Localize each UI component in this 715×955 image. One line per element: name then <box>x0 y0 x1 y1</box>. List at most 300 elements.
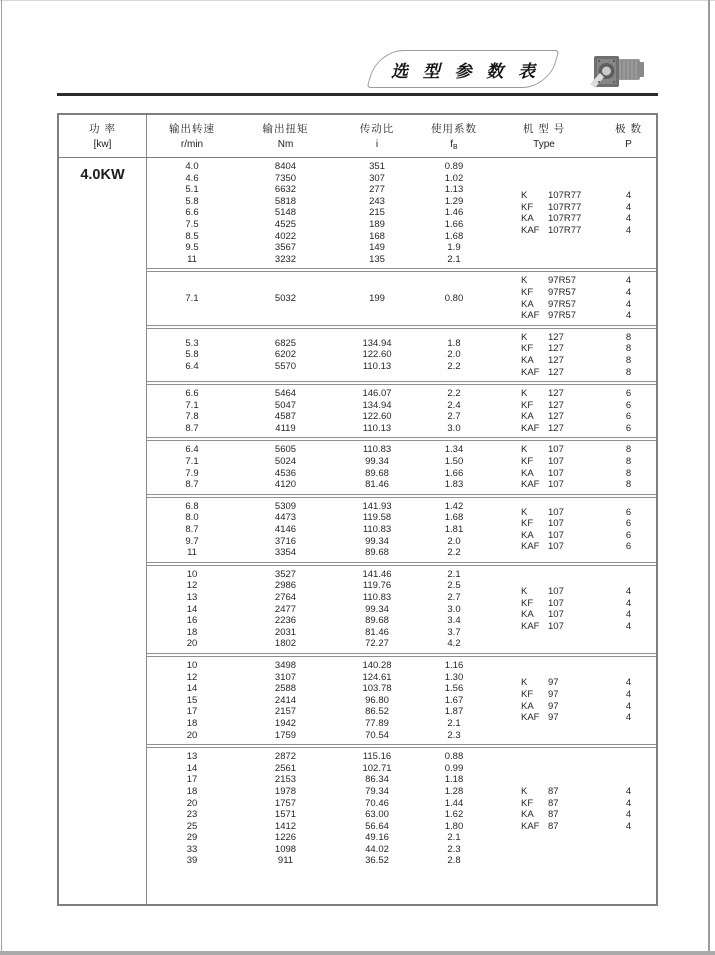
output-torque-value: 4146 <box>274 524 297 536</box>
output-torque-value: 1226 <box>274 832 297 844</box>
spec-block-2 <box>147 271 656 325</box>
output-torque-value: 2414 <box>274 694 297 706</box>
pole-count-value: 4 <box>625 275 632 287</box>
service-factor <box>420 444 488 490</box>
output-torque <box>237 388 334 434</box>
transmission-ratio-value: 122.60 <box>362 411 392 423</box>
output-torque-value: 2477 <box>274 603 297 615</box>
output-speed-value: 9.7 <box>185 535 199 547</box>
output-speed-value: 18 <box>186 785 198 797</box>
transmission-ratio-value: 122.60 <box>362 349 392 361</box>
output-torque-value: 1571 <box>274 809 297 821</box>
model-type: KA 107 <box>521 467 564 479</box>
transmission-ratio-value: 134.94 <box>362 399 392 411</box>
output-speed <box>147 660 237 741</box>
output-speed-value: 6.6 <box>185 207 199 219</box>
pole-count-value: 4 <box>625 809 632 821</box>
model-type: KA 127 <box>521 354 564 366</box>
output-torque-value: 2236 <box>274 615 297 627</box>
model-type: KA 107 <box>521 529 564 541</box>
model-type: KAF 97R57 <box>521 310 576 322</box>
power-value: 4.0KW <box>80 167 125 183</box>
output-speed-value: 7.9 <box>185 467 199 479</box>
transmission-ratio-value: 70.54 <box>365 729 389 741</box>
output-speed-value: 4.0 <box>185 161 199 172</box>
title-banner <box>372 50 554 88</box>
service-factor-value: 3.4 <box>447 615 461 627</box>
output-torque-value: 6825 <box>274 337 297 349</box>
service-factor-value: 0.89 <box>444 161 464 172</box>
transmission-ratio-value: 110.83 <box>362 524 392 536</box>
spec-block-5 <box>147 440 656 494</box>
output-speed-value: 7.1 <box>185 292 199 304</box>
pole-count-value: 8 <box>625 343 632 355</box>
output-speed-value: 17 <box>186 774 198 786</box>
service-factor-value: 1.62 <box>444 809 464 821</box>
transmission-ratio-value: 277 <box>369 184 385 196</box>
header-service-factor-zh: 使用系数 <box>431 123 477 135</box>
output-speed <box>147 293 237 305</box>
output-torque <box>237 161 334 265</box>
output-torque-value: 7350 <box>274 172 297 184</box>
model-type: KF 107R77 <box>521 201 582 213</box>
title-rule <box>57 93 658 96</box>
output-torque <box>237 751 334 867</box>
output-speed-value: 12 <box>186 580 198 592</box>
model-type: KA 97 <box>521 700 559 712</box>
transmission-ratio-value: 56.64 <box>365 820 389 832</box>
output-torque-value: 5047 <box>274 399 297 411</box>
pole-count <box>600 190 656 236</box>
service-factor-value: 1.30 <box>444 671 464 683</box>
output-torque-value: 1757 <box>274 797 297 809</box>
output-torque-value: 3527 <box>274 568 297 580</box>
model-type: KF 107 <box>521 518 564 530</box>
transmission-ratio-value: 86.34 <box>365 774 389 786</box>
transmission-ratio-value: 77.89 <box>365 717 389 729</box>
pole-count-value: 8 <box>625 479 632 491</box>
pole-count-value: 8 <box>625 444 632 456</box>
model-type: KAF 87 <box>521 820 559 832</box>
table-body <box>59 158 656 904</box>
service-factor <box>420 569 488 650</box>
output-torque-value: 4120 <box>274 479 297 491</box>
service-factor-value: 1.28 <box>444 785 464 797</box>
output-speed-value: 20 <box>186 638 198 650</box>
header-type-zh: 机 型 号 <box>522 123 566 135</box>
transmission-ratio-value: 110.83 <box>362 592 392 603</box>
header-ratio <box>334 115 420 157</box>
output-speed-value: 10 <box>186 659 198 671</box>
transmission-ratio <box>334 751 420 867</box>
transmission-ratio-value: 81.46 <box>365 479 389 491</box>
transmission-ratio-value: 115.16 <box>362 751 392 763</box>
output-speed-value: 6.4 <box>185 444 199 456</box>
output-speed-value: 39 <box>186 855 198 867</box>
output-torque-value: 4473 <box>274 512 297 524</box>
service-factor <box>420 293 488 305</box>
output-speed-value: 20 <box>186 729 198 741</box>
output-speed-value: 14 <box>186 683 198 695</box>
output-torque-value: 1098 <box>274 843 297 855</box>
pole-count <box>600 275 656 321</box>
model-type: KA 107 <box>521 609 564 621</box>
output-torque-value: 2157 <box>274 706 297 718</box>
model-types <box>488 332 600 378</box>
service-factor-value: 1.81 <box>444 524 464 536</box>
transmission-ratio <box>334 338 420 373</box>
output-speed-value: 7.8 <box>185 411 199 423</box>
output-speed-value: 5.8 <box>185 349 199 361</box>
service-factor-value: 1.46 <box>444 207 464 219</box>
transmission-ratio <box>334 569 420 650</box>
model-type: KF 97R57 <box>521 286 576 298</box>
pole-count <box>600 786 656 832</box>
output-speed-value: 7.1 <box>185 456 199 468</box>
model-type: KAF 127 <box>521 366 564 378</box>
transmission-ratio-value: 99.34 <box>365 603 389 615</box>
output-speed-value: 12 <box>186 671 198 683</box>
service-factor-value: 2.0 <box>447 349 461 361</box>
output-torque <box>237 501 334 559</box>
transmission-ratio-value: 99.34 <box>365 535 389 547</box>
model-type: KF 87 <box>521 797 559 809</box>
output-torque-value: 4525 <box>274 218 297 230</box>
model-types <box>488 586 600 632</box>
transmission-ratio-value: 124.61 <box>362 671 392 683</box>
output-speed-value: 13 <box>186 751 198 763</box>
output-torque-value: 2561 <box>274 762 297 774</box>
power-column <box>59 158 147 904</box>
model-types <box>488 677 600 723</box>
output-torque-value: 2764 <box>274 592 297 603</box>
output-torque-value: 2986 <box>274 580 297 592</box>
header-type-en: Type <box>533 139 555 150</box>
model-type: KA 127 <box>521 411 564 423</box>
transmission-ratio-value: 140.28 <box>362 659 392 671</box>
service-factor-value: 2.2 <box>447 547 461 559</box>
output-speed-value: 8.7 <box>185 524 199 536</box>
service-factor-value: 1.44 <box>444 797 464 809</box>
pole-count-value: 4 <box>625 700 632 712</box>
transmission-ratio-value: 86.52 <box>365 706 389 718</box>
output-torque-value: 3354 <box>274 547 297 559</box>
output-torque-value: 5024 <box>274 456 297 468</box>
pole-count-value: 4 <box>625 201 632 213</box>
output-speed <box>147 161 237 265</box>
model-type: K 127 <box>521 388 564 400</box>
service-factor-value: 1.34 <box>444 444 464 456</box>
output-speed-value: 8.7 <box>185 479 199 491</box>
model-type: KAF 127 <box>521 422 564 434</box>
service-factor-value: 1.42 <box>444 500 464 512</box>
page-edge-top <box>0 0 715 1</box>
pole-count <box>600 444 656 490</box>
pole-count-value: 4 <box>625 586 632 598</box>
pole-count-value: 8 <box>625 354 632 366</box>
header-poles <box>600 115 657 157</box>
page-edge-bottom <box>0 951 715 955</box>
output-speed-value: 17 <box>186 706 198 718</box>
service-factor-value: 1.29 <box>444 195 464 207</box>
model-type: KAF 107 <box>521 620 564 632</box>
output-speed-value: 15 <box>186 694 198 706</box>
pole-count-value: 4 <box>625 688 632 700</box>
transmission-ratio-value: 119.58 <box>362 512 392 524</box>
service-factor-value: 2.3 <box>447 729 461 741</box>
output-torque <box>237 293 334 305</box>
service-factor-value: 2.2 <box>447 388 461 400</box>
spec-block-9 <box>147 747 656 870</box>
transmission-ratio-value: 89.68 <box>365 467 389 479</box>
pole-count-value: 4 <box>625 189 632 201</box>
header-output-torque <box>237 115 334 157</box>
service-factor-value: 2.5 <box>447 580 461 592</box>
service-factor-value: 2.3 <box>447 843 461 855</box>
service-factor-value: 0.88 <box>444 751 464 763</box>
service-factor-value: 1.68 <box>444 230 464 242</box>
output-speed-value: 16 <box>186 615 198 627</box>
pole-count <box>600 507 656 553</box>
transmission-ratio-value: 149 <box>369 242 385 254</box>
header-output-speed <box>147 115 237 157</box>
service-factor <box>420 161 488 265</box>
service-factor-value: 1.87 <box>444 706 464 718</box>
header-ratio-zh: 传动比 <box>359 123 395 135</box>
transmission-ratio-value: 146.07 <box>362 388 392 400</box>
output-torque-value: 3716 <box>274 535 297 547</box>
output-torque <box>237 338 334 373</box>
selection-parameter-table <box>57 113 658 906</box>
header-service-factor-en: $f_B$ <box>450 139 458 151</box>
pole-count-value: 4 <box>625 597 632 609</box>
model-type: K 107 <box>521 586 564 598</box>
output-speed-value: 14 <box>186 603 198 615</box>
model-type: K 107 <box>521 444 564 456</box>
service-factor-value: 1.67 <box>444 694 464 706</box>
model-type: KA 97R57 <box>521 298 576 310</box>
model-type: KA 107R77 <box>521 213 582 225</box>
model-type: KAF 107 <box>521 541 564 553</box>
header-power-en: [kw] <box>93 139 112 150</box>
header-power <box>59 115 147 157</box>
output-speed <box>147 388 237 434</box>
service-factor-value: 2.1 <box>447 568 461 580</box>
spec-blocks <box>147 158 656 904</box>
service-factor <box>420 751 488 867</box>
pole-count-value: 8 <box>625 456 632 468</box>
output-torque-value: 3107 <box>274 671 297 683</box>
pole-count-value: 6 <box>625 541 632 553</box>
service-factor-value: 4.2 <box>447 638 461 650</box>
output-torque <box>237 569 334 650</box>
output-torque-value: 3498 <box>274 659 297 671</box>
output-torque-value: 5309 <box>274 500 297 512</box>
output-speed-value: 7.5 <box>185 218 199 230</box>
model-type: KAF 107 <box>521 479 564 491</box>
transmission-ratio-value: 215 <box>369 207 385 219</box>
model-type: K 127 <box>521 331 564 343</box>
service-factor-value: 1.8 <box>447 337 461 349</box>
pole-count <box>600 388 656 434</box>
service-factor-value: 1.66 <box>444 218 464 230</box>
output-torque <box>237 444 334 490</box>
transmission-ratio-value: 103.78 <box>362 683 392 695</box>
service-factor-value: 3.0 <box>447 422 461 434</box>
header-service-factor <box>420 115 488 157</box>
output-torque-value: 1802 <box>274 638 297 650</box>
output-speed-value: 23 <box>186 809 198 821</box>
output-torque-value: 4536 <box>274 467 297 479</box>
output-speed-value: 13 <box>186 592 198 603</box>
pole-count-value: 6 <box>625 388 632 400</box>
transmission-ratio-value: 89.68 <box>365 615 389 627</box>
output-speed-value: 29 <box>186 832 198 844</box>
service-factor-value: 2.1 <box>447 253 461 265</box>
spec-block-7 <box>147 565 656 654</box>
service-factor-value: 2.1 <box>447 832 461 844</box>
output-torque-value: 6632 <box>274 184 297 196</box>
model-types <box>488 507 600 553</box>
transmission-ratio-value: 307 <box>369 172 385 184</box>
output-torque-value: 4022 <box>274 230 297 242</box>
output-speed-value: 8.5 <box>185 230 199 242</box>
header-output-speed-zh: 输出转速 <box>169 123 215 135</box>
header-power-zh: 功 率 <box>89 123 116 135</box>
output-speed-value: 7.1 <box>185 399 199 411</box>
transmission-ratio-value: 110.13 <box>362 360 392 372</box>
model-type: K 107R77 <box>521 189 582 201</box>
service-factor-value: 1.68 <box>444 512 464 524</box>
transmission-ratio-value: 135 <box>369 253 385 265</box>
header-output-speed-en: r/min <box>180 139 204 150</box>
output-torque-value: 4587 <box>274 411 297 423</box>
output-torque-value: 2588 <box>274 683 297 695</box>
pole-count-value: 6 <box>625 399 632 411</box>
transmission-ratio-value: 81.46 <box>365 626 389 638</box>
output-torque-value: 5818 <box>274 195 297 207</box>
output-speed-value: 25 <box>186 820 198 832</box>
model-type: KAF 97 <box>521 712 559 724</box>
spec-block-6 <box>147 497 656 563</box>
output-speed <box>147 338 237 373</box>
output-torque-value: 1759 <box>274 729 297 741</box>
pole-count-value: 4 <box>625 310 632 322</box>
service-factor-value: 2.4 <box>447 399 461 411</box>
output-speed <box>147 444 237 490</box>
pole-count-value: 4 <box>625 224 632 236</box>
transmission-ratio-value: 72.27 <box>365 638 389 650</box>
model-type: KF 107 <box>521 456 564 468</box>
output-speed-value: 14 <box>186 762 198 774</box>
service-factor-value: 0.99 <box>444 762 464 774</box>
output-torque-value: 3567 <box>274 242 297 254</box>
transmission-ratio-value: 63.00 <box>365 809 389 821</box>
model-types <box>488 444 600 490</box>
model-type: K 107 <box>521 506 564 518</box>
pole-count <box>600 677 656 723</box>
model-types <box>488 190 600 236</box>
transmission-ratio <box>334 293 420 305</box>
pole-count-value: 6 <box>625 518 632 530</box>
service-factor-value: 2.8 <box>447 855 461 867</box>
output-torque-value: 5032 <box>274 292 297 304</box>
output-torque-value: 1978 <box>274 785 297 797</box>
output-speed <box>147 501 237 559</box>
spec-block-1 <box>147 158 656 269</box>
transmission-ratio-value: 102.71 <box>362 762 392 774</box>
output-speed-value: 18 <box>186 626 198 638</box>
output-speed-value: 6.4 <box>185 360 199 372</box>
output-torque-value: 5570 <box>274 360 297 372</box>
model-type: KA 87 <box>521 809 559 821</box>
pole-count-value: 4 <box>625 820 632 832</box>
transmission-ratio-value: 110.13 <box>362 422 392 434</box>
output-torque-value: 2872 <box>274 751 297 763</box>
model-type: K 97R57 <box>521 275 576 287</box>
transmission-ratio <box>334 501 420 559</box>
service-factor-value: 1.83 <box>444 479 464 491</box>
model-type: KF 97 <box>521 688 559 700</box>
pole-count-value: 4 <box>625 677 632 689</box>
transmission-ratio-value: 141.93 <box>362 500 392 512</box>
pole-count-value: 4 <box>625 620 632 632</box>
output-torque-value: 1942 <box>274 717 297 729</box>
output-speed-value: 10 <box>186 568 198 580</box>
output-torque-value: 5605 <box>274 444 297 456</box>
transmission-ratio-value: 119.76 <box>362 580 392 592</box>
pole-count-value: 6 <box>625 529 632 541</box>
pole-count-value: 8 <box>625 366 632 378</box>
transmission-ratio <box>334 161 420 265</box>
pole-count-value: 4 <box>625 712 632 724</box>
output-speed-value: 8.7 <box>185 422 199 434</box>
output-speed-value: 33 <box>186 843 198 855</box>
transmission-ratio-value: 70.46 <box>365 797 389 809</box>
pole-count-value: 4 <box>625 785 632 797</box>
service-factor-value: 2.7 <box>447 411 461 423</box>
output-speed-value: 9.5 <box>185 242 199 254</box>
pole-count-value: 4 <box>625 298 632 310</box>
service-factor <box>420 660 488 741</box>
pole-count-value: 4 <box>625 609 632 621</box>
service-factor-value: 1.56 <box>444 683 464 695</box>
output-speed <box>147 569 237 650</box>
model-type: KF 107 <box>521 597 564 609</box>
output-speed-value: 5.3 <box>185 337 199 349</box>
transmission-ratio <box>334 444 420 490</box>
header-output-torque-zh: 输出扭矩 <box>262 123 309 135</box>
service-factor-value: 2.1 <box>447 717 461 729</box>
output-speed <box>147 751 237 867</box>
service-factor <box>420 338 488 373</box>
service-factor-value: 1.02 <box>444 172 464 184</box>
output-torque-value: 5464 <box>274 388 297 400</box>
model-type: KAF 107R77 <box>521 224 582 236</box>
service-factor-value: 3.0 <box>447 603 461 615</box>
table-header <box>59 115 656 158</box>
output-torque-value: 2031 <box>274 626 297 638</box>
transmission-ratio-value: 36.52 <box>365 855 389 867</box>
page-edge-right <box>708 0 710 955</box>
transmission-ratio <box>334 388 420 434</box>
output-torque-value: 8404 <box>274 161 297 172</box>
gearmotor-photo-icon <box>588 50 648 94</box>
service-factor-value: 1.18 <box>444 774 464 786</box>
model-types <box>488 388 600 434</box>
pole-count-value: 6 <box>625 422 632 434</box>
header-ratio-en: i <box>375 139 379 150</box>
